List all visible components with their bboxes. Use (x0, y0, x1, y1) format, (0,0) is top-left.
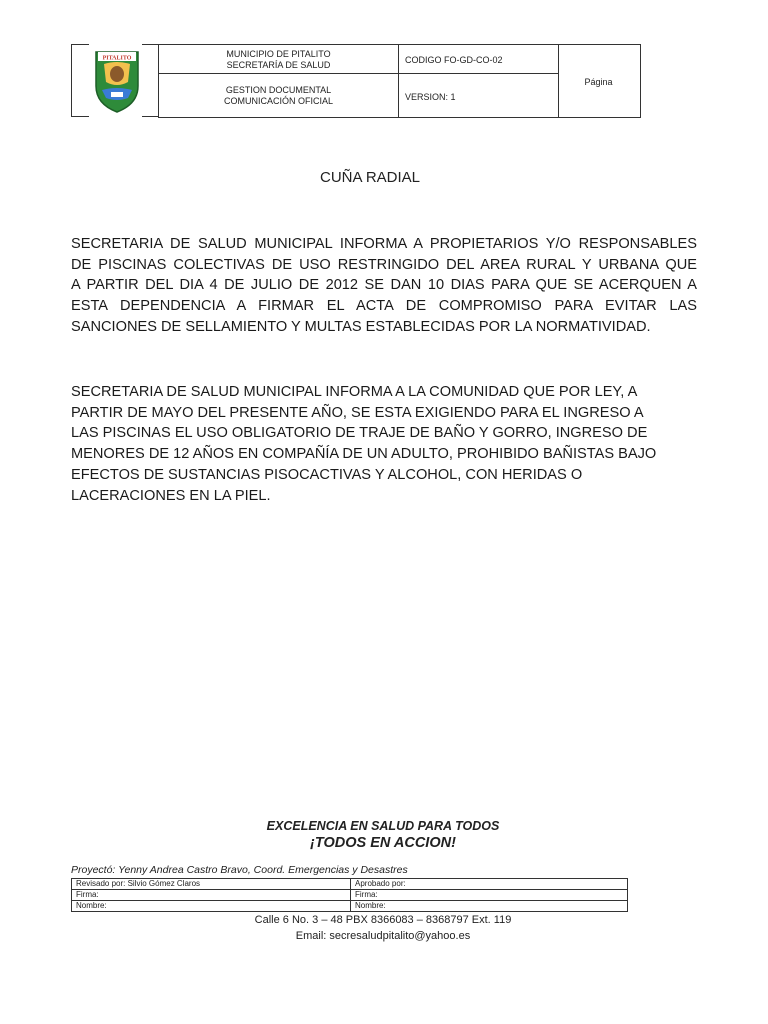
org-department: SECRETARÍA DE SALUD (226, 60, 331, 70)
motto: ¡TODOS EN ACCION! (310, 835, 456, 851)
doc-category: GESTION DOCUMENTAL (225, 85, 332, 95)
paragraph-line: SANCIONES DE SELLAMIENTO Y MULTAS ESTABLECIDAS POR LA NORMATIVIDAD. (71, 318, 651, 335)
paragraph-line: PARTIR DE MAYO DEL PRESENTE AÑO, SE ESTA EXIGIENDO PARA EL INGRESO A (71, 404, 644, 421)
header-grid (158, 44, 641, 118)
doc-type: COMUNICACIÓN OFICIAL (223, 96, 333, 106)
paragraph-2 (71, 382, 697, 506)
paragraph-line: DE PISCINAS COLECTIVAS DE USO RESTRINGIDO DEL AREA RURAL Y URBANA QUE (71, 256, 697, 273)
reviewed-by: Revisado por: Silvio Gómez Claros (72, 879, 351, 890)
page-label: Página (584, 77, 613, 87)
logo-text: PITALITO (102, 55, 132, 62)
org-name: MUNICIPIO DE PITALITO (226, 49, 331, 59)
signature-left: Firma: (72, 890, 351, 901)
paragraph-line: EFECTOS DE SUSTANCIAS PISOCACTIVAS Y ALCOHOL, CON HERIDAS O (71, 466, 583, 483)
logo-cell (71, 44, 159, 117)
name-right: Nombre: (351, 901, 628, 912)
approval-table (71, 878, 628, 912)
document-title: CUÑA RADIAL (319, 169, 421, 186)
signature-right: Firma: (351, 890, 628, 901)
document-header (71, 44, 639, 117)
email: Email: secresaludpitalito@yahoo.es (295, 930, 471, 942)
paragraph-line: SECRETARIA DE SALUD MUNICIPAL INFORMA A LA COMUNIDAD QUE POR LEY, A (71, 384, 638, 400)
slogan: EXCELENCIA EN SALUD PARA TODOS (266, 819, 500, 833)
paragraph-line: MENORES DE 12 AÑOS EN COMPAÑÍA DE UN ADULTO, PROHIBIDO BAÑISTAS BAJO (71, 446, 657, 463)
prepared-by: Proyectó: Yenny Andrea Castro Bravo, Coord. Emergencias y Desastres (71, 864, 408, 876)
doc-code: CODIGO FO-GD-CO-02 (405, 55, 503, 65)
name-left: Nombre: (72, 901, 351, 912)
paragraph-line: LACERACIONES EN LA PIEL. (71, 487, 271, 504)
paragraph-line: LAS PISCINAS EL USO OBLIGATORIO DE TRAJE DE BAÑO Y GORRO, INGRESO DE (71, 425, 648, 442)
paragraph-line: SECRETARIA DE SALUD MUNICIPAL INFORMA A PROPIETARIOS Y/O RESPONSABLES (71, 236, 697, 252)
paragraph-line: ESTA DEPENDENCIA A FIRMAR EL ACTA DE COMPROMISO PARA EVITAR LAS (71, 298, 697, 315)
paragraph-1 (71, 234, 697, 338)
pitalito-coat-of-arms-icon (92, 48, 142, 114)
doc-version: VERSION: 1 (405, 92, 456, 102)
paragraph-line: A PARTIR DEL DIA 4 DE JULIO DE 2012 SE DAN 10 DIAS PARA QUE SE ACERQUEN A (71, 277, 697, 294)
approved-by: Aprobado por: (351, 879, 628, 890)
address: Calle 6 No. 3 – 48 PBX 8366083 – 8368797 Ext. 119 (254, 914, 512, 926)
